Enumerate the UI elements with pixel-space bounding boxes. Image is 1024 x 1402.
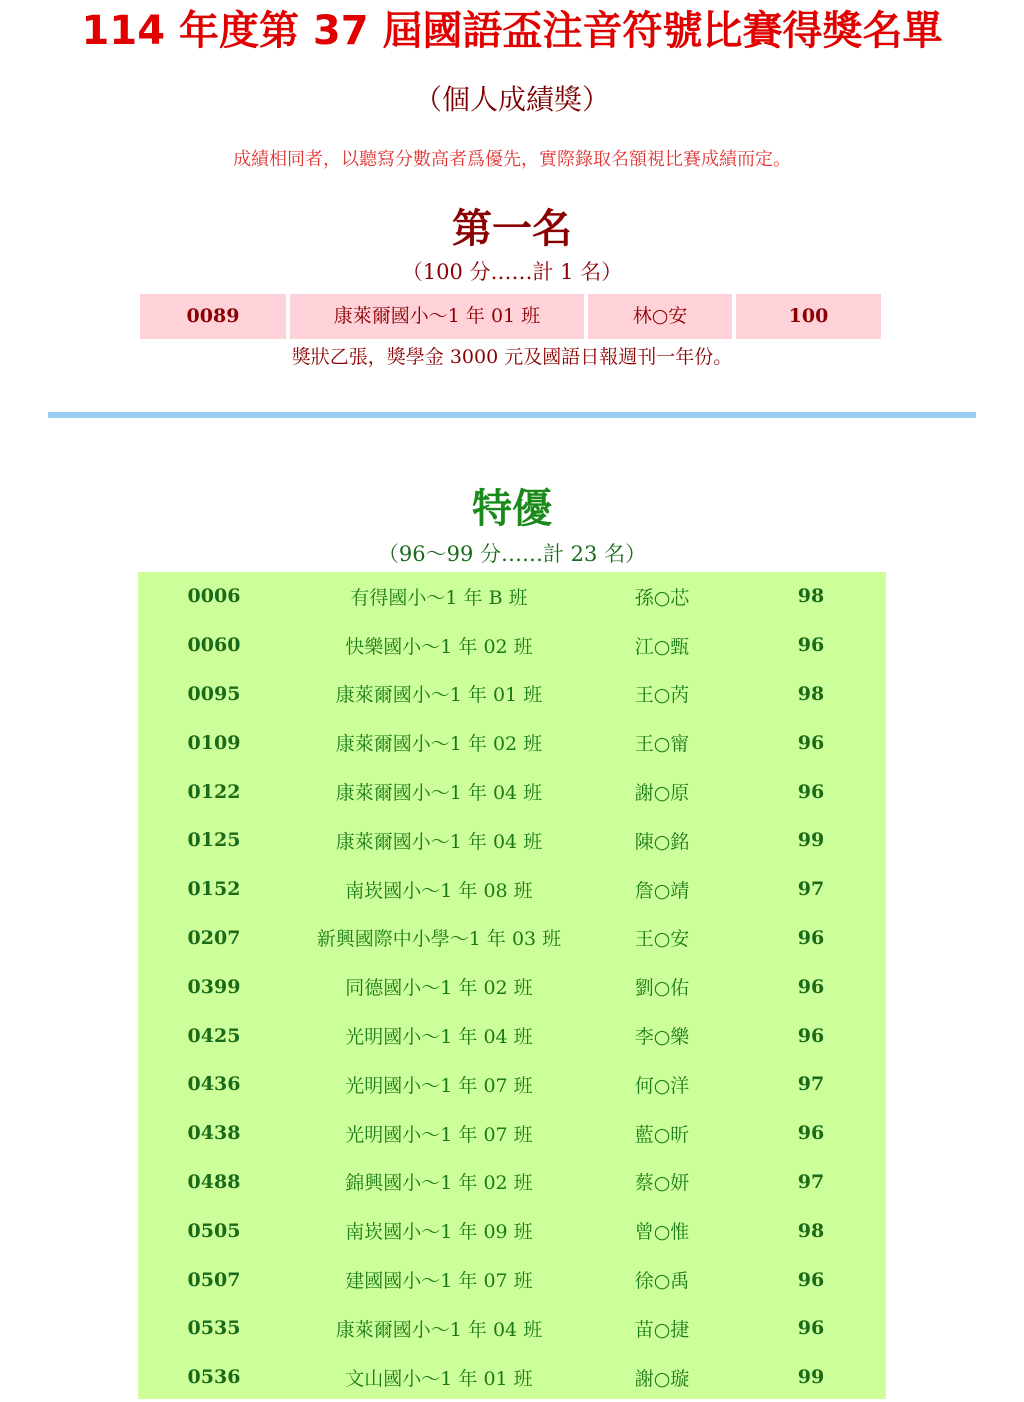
first-place-heading: 第一名 bbox=[452, 206, 572, 252]
entrant-id: 0535 bbox=[187, 1317, 241, 1340]
entrant-id: 0152 bbox=[187, 878, 241, 901]
entrant-name: 李○樂 bbox=[634, 1026, 690, 1049]
entrant-school: 康萊爾國小～1 年 04 班 bbox=[335, 782, 543, 805]
table-row bbox=[138, 914, 886, 963]
entrant-name: 江○甄 bbox=[634, 635, 690, 658]
table-row bbox=[138, 1011, 886, 1060]
first-place-row bbox=[140, 294, 885, 339]
entrant-score: 96 bbox=[797, 1122, 825, 1145]
entrant-score: 100 bbox=[736, 294, 881, 339]
table-row bbox=[138, 1158, 886, 1207]
entrant-score: 98 bbox=[797, 585, 825, 608]
first-place-summary: （100 分……計 1 名） bbox=[401, 260, 623, 284]
entrant-id: 0507 bbox=[187, 1268, 241, 1291]
table-row bbox=[138, 670, 886, 719]
entrant-school: 康萊爾國小～1 年 04 班 bbox=[335, 1318, 543, 1341]
entrant-score: 99 bbox=[797, 1366, 825, 1389]
entrant-score: 96 bbox=[797, 926, 825, 949]
special-excellence-heading: 特優 bbox=[472, 486, 552, 532]
entrant-name: 王○安 bbox=[634, 928, 690, 951]
entrant-school: 南崁國小～1 年 08 班 bbox=[345, 879, 533, 902]
section-divider bbox=[48, 412, 976, 418]
entrant-id: 0425 bbox=[187, 1024, 241, 1047]
entrant-school: 光明國小～1 年 07 班 bbox=[345, 1074, 533, 1097]
page-title: 114 年度第 37 屆國語盃注音符號比賽得獎名單 bbox=[81, 8, 943, 54]
entrant-name: 何○洋 bbox=[634, 1074, 690, 1097]
entrant-school: 康萊爾國小～1 年 04 班 bbox=[335, 830, 543, 853]
table-row bbox=[138, 1304, 886, 1353]
entrant-name: 孫○芯 bbox=[634, 586, 690, 609]
entrant-name: 曾○惟 bbox=[634, 1221, 690, 1244]
entrant-score: 97 bbox=[797, 1073, 825, 1096]
entrant-score: 96 bbox=[797, 780, 825, 803]
entrant-name: 藍○昕 bbox=[634, 1123, 690, 1146]
table-row bbox=[138, 1255, 886, 1304]
table-row bbox=[138, 962, 886, 1011]
entrant-id: 0109 bbox=[187, 731, 241, 754]
entrant-id: 0505 bbox=[187, 1219, 241, 1242]
entrant-name: 林○安 bbox=[588, 294, 732, 339]
table-row bbox=[138, 572, 886, 621]
table-row bbox=[138, 1353, 886, 1402]
entrant-score: 98 bbox=[797, 1219, 825, 1242]
entrant-school: 文山國小～1 年 01 班 bbox=[345, 1367, 533, 1390]
entrant-school: 新興國際中小學～1 年 03 班 bbox=[316, 928, 562, 951]
table-row bbox=[138, 816, 886, 865]
entrant-name: 謝○原 bbox=[634, 782, 690, 805]
special-excellence-table bbox=[138, 572, 886, 1399]
special-excellence-summary: （96～99 分……計 23 名） bbox=[377, 542, 647, 566]
entrant-school: 光明國小～1 年 07 班 bbox=[345, 1123, 533, 1146]
entrant-id: 0207 bbox=[187, 926, 241, 949]
entrant-score: 96 bbox=[797, 975, 825, 998]
entrant-school: 光明國小～1 年 04 班 bbox=[345, 1026, 533, 1049]
entrant-name: 徐○禹 bbox=[634, 1270, 690, 1293]
entrant-school: 錦興國小～1 年 02 班 bbox=[345, 1172, 533, 1195]
entrant-school: 有得國小～1 年 B 班 bbox=[350, 586, 528, 609]
entrant-score: 97 bbox=[797, 878, 825, 901]
entrant-school: 南崁國小～1 年 09 班 bbox=[345, 1221, 533, 1244]
table-row bbox=[138, 718, 886, 767]
table-row bbox=[138, 1109, 886, 1158]
entrant-id: 0095 bbox=[187, 682, 241, 705]
entrant-score: 97 bbox=[797, 1170, 825, 1193]
entrant-name: 詹○靖 bbox=[634, 879, 690, 902]
first-place-prize: 獎狀乙張，獎學金 3000 元及國語日報週刊一年份。 bbox=[291, 346, 733, 368]
entrant-score: 96 bbox=[797, 731, 825, 754]
entrant-score: 96 bbox=[797, 1268, 825, 1291]
entrant-name: 謝○璇 bbox=[634, 1367, 690, 1390]
ranking-note: 成績相同者，以聽寫分數高者爲優先，實際錄取名額視比賽成績而定。 bbox=[233, 149, 791, 170]
entrant-name: 蔡○妍 bbox=[634, 1172, 690, 1195]
table-row bbox=[138, 767, 886, 816]
page-subtitle: （個人成績獎） bbox=[413, 83, 610, 116]
table-row bbox=[138, 1206, 886, 1255]
table-row bbox=[138, 865, 886, 914]
entrant-name: 劉○佑 bbox=[634, 977, 690, 1000]
entrant-id: 0060 bbox=[187, 634, 241, 657]
entrant-name: 苗○捷 bbox=[634, 1318, 690, 1341]
entrant-name: 王○甯 bbox=[634, 733, 690, 756]
entrant-id: 0436 bbox=[187, 1073, 241, 1096]
entrant-name: 陳○銘 bbox=[634, 830, 690, 853]
entrant-name: 王○芮 bbox=[634, 684, 690, 707]
entrant-school: 建國國小～1 年 07 班 bbox=[345, 1270, 533, 1293]
entrant-id: 0488 bbox=[187, 1170, 241, 1193]
entrant-school: 康萊爾國小～1 年 01 班 bbox=[335, 684, 543, 707]
entrant-score: 96 bbox=[797, 1024, 825, 1047]
entrant-id: 0399 bbox=[187, 975, 241, 998]
entrant-school: 同德國小～1 年 02 班 bbox=[345, 977, 533, 1000]
entrant-id: 0438 bbox=[187, 1122, 241, 1145]
entrant-score: 96 bbox=[797, 634, 825, 657]
entrant-score: 96 bbox=[797, 1317, 825, 1340]
entrant-id: 0122 bbox=[187, 780, 241, 803]
entrant-school: 康萊爾國小～1 年 02 班 bbox=[335, 733, 543, 756]
entrant-score: 98 bbox=[797, 682, 825, 705]
entrant-school: 快樂國小～1 年 02 班 bbox=[345, 635, 533, 658]
entrant-id: 0089 bbox=[140, 294, 286, 339]
entrant-score: 99 bbox=[797, 829, 825, 852]
entrant-id: 0536 bbox=[187, 1366, 241, 1389]
entrant-id: 0125 bbox=[187, 829, 241, 852]
entrant-school: 康萊爾國小～1 年 01 班 bbox=[290, 294, 584, 339]
table-row bbox=[138, 621, 886, 670]
entrant-id: 0006 bbox=[187, 585, 241, 608]
table-row bbox=[138, 1060, 886, 1109]
